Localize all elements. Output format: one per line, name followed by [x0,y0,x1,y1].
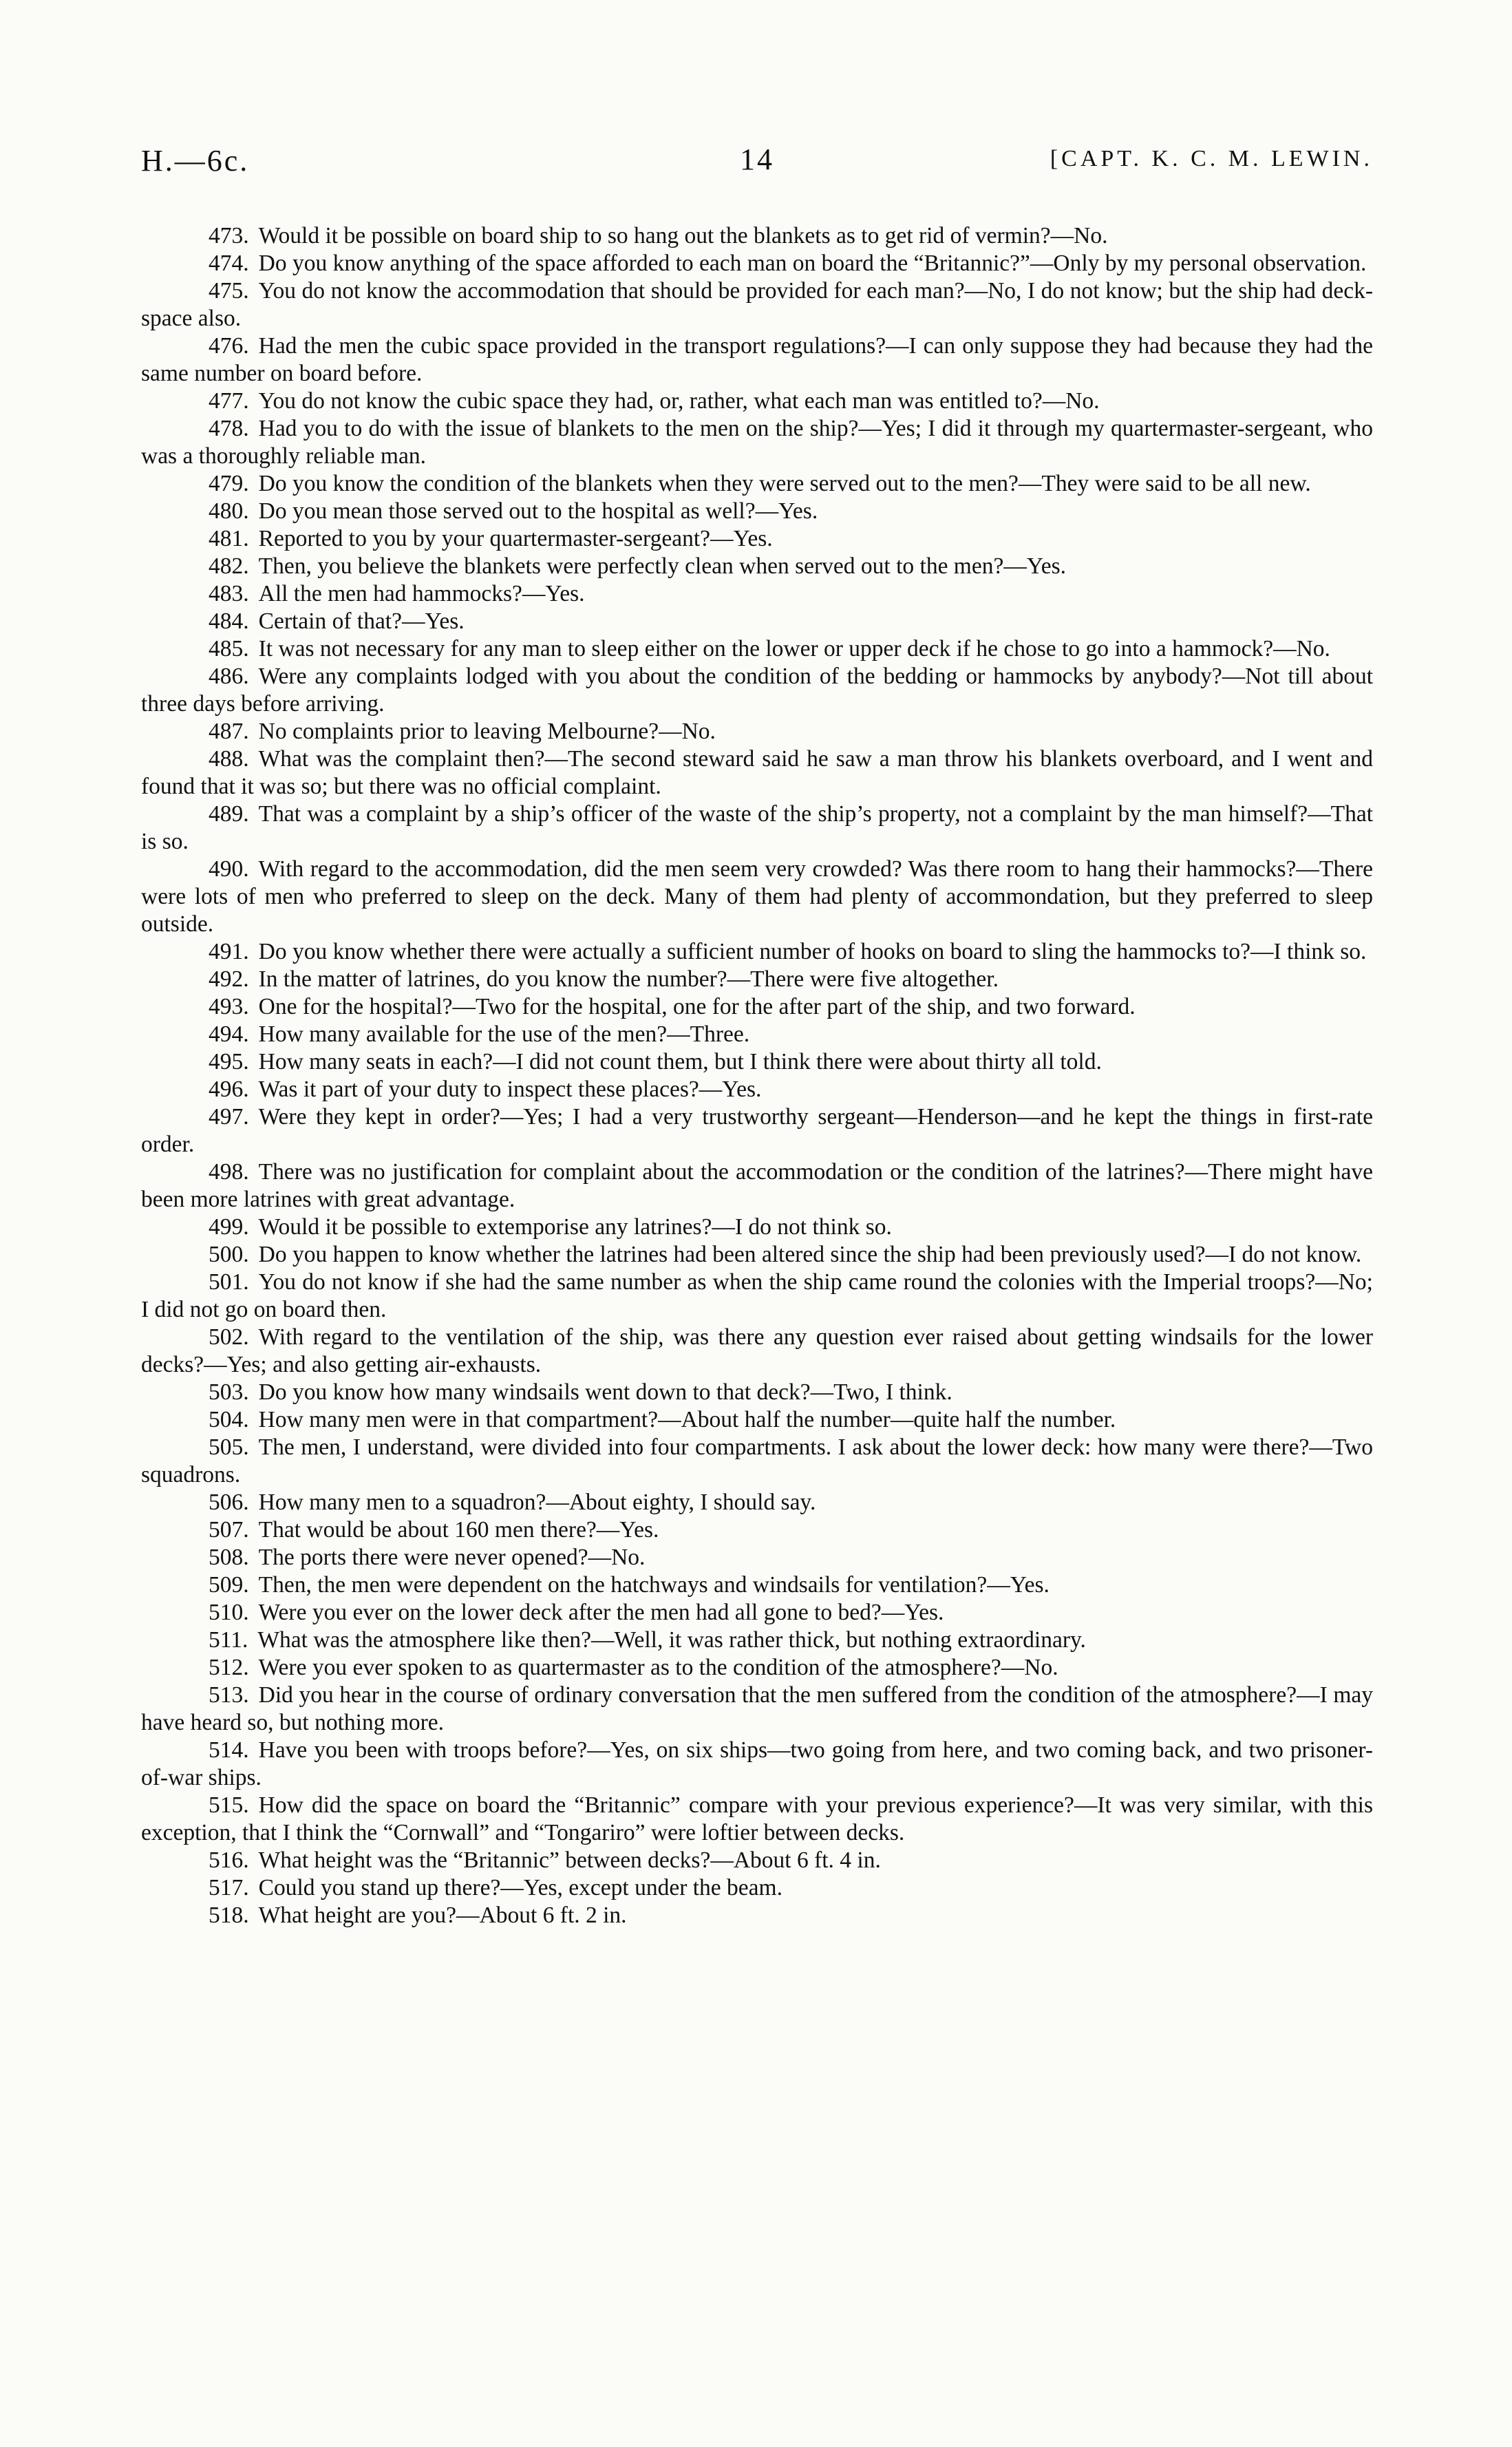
question-entry [141,1489,1373,1516]
question-text: Have you been with troops before?—Yes, on six ships—two going from here, and two coming back, and two prisoner-of-war ships. [141,1737,1373,1790]
question-text: With regard to the accommodation, did the men seem very crowded? Was there room to hang their hammocks?—There were lots of men who preferred to sleep on the deck. Many of them had plenty of accommondation, but they preferred to sleep outside. [141,856,1373,937]
question-entry [141,1021,1373,1048]
question-entry [141,1434,1373,1489]
question-number: 512. [209,1655,249,1680]
question-entry [141,415,1373,470]
question-number: 476. [209,333,249,359]
question-entry [141,1682,1373,1737]
question-entry [141,1571,1373,1599]
question-number: 493. [209,994,249,1019]
question-entry [141,1076,1373,1103]
question-text: There was no justification for complaint about the accommodation or the condition of the latrines?—There might have been more latrines with great advantage. [141,1159,1373,1212]
question-number: 497. [209,1104,249,1130]
question-text: That was a complaint by a ship’s officer of the waste of the ship’s property, not a complaint by the man himself?—That is so. [141,801,1373,854]
question-text: Reported to you by your quartermaster-sergeant?—Yes. [258,526,773,551]
question-text: How many available for the use of the men?—Three. [258,1021,750,1047]
question-entry [141,993,1373,1021]
question-number: 490. [209,856,249,882]
question-number: 480. [209,498,249,524]
question-number: 485. [209,636,249,661]
question-entry [141,1406,1373,1434]
question-number: 517. [209,1875,249,1900]
question-entry [141,1874,1373,1902]
question-number: 515. [209,1792,249,1818]
question-text: With regard to the ventilation of the ship, was there any question ever raised about getting windsails for the lower decks?—Yes; and also getting air-exhausts. [141,1324,1373,1377]
page-number: 14 [740,142,774,176]
question-entry [141,388,1373,415]
question-text: Could you stand up there?—Yes, except under the beam. [258,1875,782,1900]
question-text: Had the men the cubic space provided in the transport regulations?—I can only suppose they had because they had the same number on board before. [141,333,1373,386]
question-entry [141,1379,1373,1406]
question-number: 475. [209,278,249,304]
question-number: 504. [209,1407,249,1432]
question-entry [141,1048,1373,1076]
question-text: In the matter of latrines, do you know the number?—There were five altogether. [258,966,999,992]
question-text: How many seats in each?—I did not count them, but I think there were about thirty all told. [258,1049,1102,1074]
paper-reference: H.—6c. [141,144,250,178]
question-number: 500. [209,1242,249,1267]
question-text: What was the complaint then?—The second steward said he saw a man throw his blankets overboard, and I went and found that it was so; but there was no official complaint. [141,746,1373,799]
question-entry [141,332,1373,388]
question-text: Then, you believe the blankets were perfectly clean when served out to the men?—Yes. [258,553,1066,579]
question-entry [141,745,1373,801]
question-entry [141,1241,1373,1269]
question-entry [141,801,1373,856]
question-number: 507. [209,1517,249,1543]
question-entry [141,1158,1373,1214]
question-number: 488. [209,746,249,772]
question-entry [141,250,1373,277]
question-entry [141,277,1373,332]
question-text: Did you hear in the course of ordinary conversation that the men suffered from the condition of the atmosphere?—I may have heard so, but nothing more. [141,1682,1373,1735]
question-number: 482. [209,553,249,579]
question-number: 518. [209,1903,249,1928]
question-entry [141,856,1373,938]
question-text: One for the hospital?—Two for the hospital, one for the after part of the ship, and two forward. [258,994,1136,1019]
question-entry [141,1654,1373,1682]
question-entry [141,1103,1373,1158]
question-number: 510. [209,1600,249,1625]
question-entry [141,1902,1373,1929]
question-text: Were you ever on the lower deck after the men had all gone to bed?—Yes. [258,1600,944,1625]
question-text: How many men to a squadron?—About eighty, I should say. [258,1490,816,1515]
question-entry [141,553,1373,580]
question-text: Were you ever spoken to as quartermaster as to the condition of the atmosphere?—No. [258,1655,1058,1680]
question-entry [141,608,1373,635]
question-number: 513. [209,1682,249,1708]
question-number: 492. [209,966,249,992]
question-number: 489. [209,801,249,827]
question-text: Certain of that?—Yes. [258,608,465,634]
question-text: Was it part of your duty to inspect these places?—Yes. [258,1077,762,1102]
question-text: Do you know how many windsails went down to that deck?—Two, I think. [258,1379,952,1405]
question-text: What was the atmosphere like then?—Well, it was rather thick, but nothing extraordinary. [257,1627,1086,1653]
question-text: Do you mean those served out to the hospital as well?—Yes. [258,498,818,524]
question-text: That would be about 160 men there?—Yes. [258,1517,659,1543]
question-entry [141,1792,1373,1847]
question-number: 508. [209,1545,249,1570]
question-number: 473. [209,223,249,248]
question-text: You do not know the accommodation that should be provided for each man?—No, I do not know; but the ship had deck-space also. [141,278,1373,331]
question-text: Do you happen to know whether the latrines had been altered since the ship had been previously used?—I do not know. [258,1242,1362,1267]
question-text: How did the space on board the “Britannic” compare with your previous experience?—It was very similar, with this exception, that I think the “Cornwall” and “Tongariro” were loftier between decks. [141,1792,1373,1845]
question-entry [141,498,1373,525]
question-entry [141,1627,1373,1654]
question-text: Were any complaints lodged with you about the condition of the bedding or hammocks by anybody?—Not till about three days before arriving. [141,664,1373,717]
question-number: 516. [209,1847,249,1873]
question-text: The ports there were never opened?—No. [258,1545,646,1570]
question-number: 484. [209,608,249,634]
question-text: What height was the “Britannic” between decks?—About 6 ft. 4 in. [258,1847,881,1873]
question-number: 495. [209,1049,249,1074]
question-entry [141,1269,1373,1324]
question-entry [141,1737,1373,1792]
question-number: 509. [209,1572,249,1598]
question-text: Then, the men were dependent on the hatchways and windsails for ventilation?—Yes. [258,1572,1050,1598]
question-text: You do not know the cubic space they had, or, rather, what each man was entitled to?—No. [258,388,1100,414]
question-entry [141,1847,1373,1874]
question-entry [141,966,1373,993]
question-number: 505. [209,1434,249,1460]
question-number: 474. [209,251,249,276]
question-number: 498. [209,1159,249,1185]
question-number: 483. [209,581,249,606]
question-entry [141,580,1373,608]
question-text: The men, I understand, were divided into four compartments. I ask about the lower deck: how many were there?—Two squadrons. [141,1434,1373,1487]
question-number: 478. [209,416,249,441]
question-text: Would it be possible on board ship to so hang out the blankets as to get rid of vermin?—No. [258,223,1108,248]
question-number: 501. [209,1269,249,1295]
question-entry [141,663,1373,718]
question-text: How many men were in that compartment?—About half the number—quite half the number. [258,1407,1116,1432]
question-number: 514. [209,1737,249,1763]
question-number: 499. [209,1214,249,1240]
question-text: You do not know if she had the same number as when the ship came round the colonies with the Imperial troops?—No; I did not go on board then. [141,1269,1373,1322]
question-text: Do you know the condition of the blankets when they were served out to the men?—They were said to be all new. [258,471,1311,496]
question-entry [141,470,1373,498]
question-text: Do you know whether there were actually a sufficient number of hooks on board to sling the hammocks to?—I think so. [258,939,1367,964]
question-entry [141,1599,1373,1627]
question-entry [141,718,1373,745]
question-number: 486. [209,664,249,689]
question-number: 506. [209,1490,249,1515]
question-entry [141,635,1373,663]
witness-name: [CAPT. K. C. M. LEWIN. [1050,146,1373,171]
question-entry [141,1516,1373,1544]
question-number: 496. [209,1077,249,1102]
question-number: 494. [209,1021,249,1047]
question-text: Would it be possible to extemporise any latrines?—I do not think so. [258,1214,892,1240]
question-text: Do you know anything of the space afforded to each man on board the “Britannic?”—Only by my personal observation. [258,251,1367,276]
question-text: Were they kept in order?—Yes; I had a very trustworthy sergeant—Henderson—and he kept the things in first-rate order. [141,1104,1373,1157]
question-text: Had you to do with the issue of blankets to the men on the ship?—Yes; I did it through my quartermaster-sergeant, who was a thoroughly reliable man. [141,416,1373,469]
question-entry [141,1324,1373,1379]
question-number: 477. [209,388,249,414]
question-entry [141,1214,1373,1241]
question-text: What height are you?—About 6 ft. 2 in. [258,1903,627,1928]
question-number: 491. [209,939,249,964]
question-number: 487. [209,719,249,744]
question-number: 503. [209,1379,249,1405]
question-text: It was not necessary for any man to sleep either on the lower or upper deck if he chose to go into a hammock?—No. [258,636,1330,661]
question-entry [141,938,1373,966]
question-number: 479. [209,471,249,496]
testimony-body [141,222,1373,1929]
page-header [141,143,1373,184]
question-entry [141,1544,1373,1571]
question-entry [141,222,1373,250]
question-number: 481. [209,526,249,551]
question-number: 502. [209,1324,249,1350]
question-entry [141,525,1373,553]
question-number: 511. [209,1627,248,1653]
question-text: No complaints prior to leaving Melbourne?—No. [258,719,716,744]
question-text: All the men had hammocks?—Yes. [258,581,585,606]
